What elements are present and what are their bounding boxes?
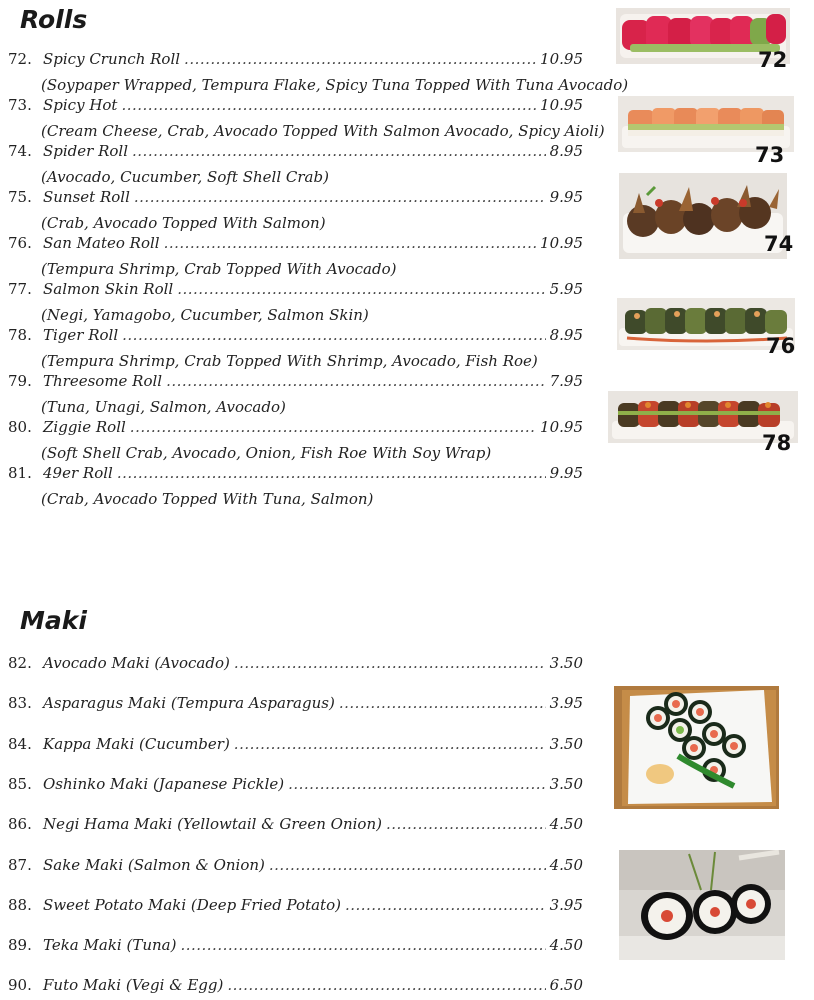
item-line <box>43 856 583 874</box>
item-line <box>43 654 583 672</box>
rolls-section-title: Rolls <box>20 5 88 34</box>
item-line <box>43 976 583 994</box>
item-number: 87. <box>8 855 32 874</box>
item-price: 8.95 <box>549 142 583 160</box>
item-name: Negi Hama Maki (Yellowtail & Green Onion) <box>43 815 382 834</box>
leader-dots <box>288 775 545 793</box>
leader-dots <box>345 896 546 914</box>
item-price: 9.95 <box>549 464 583 482</box>
item-line <box>43 234 583 252</box>
item-price: 3.50 <box>549 654 583 672</box>
menu-item <box>0 418 600 440</box>
leader-dots <box>121 96 536 114</box>
item-name: Futo Maki (Vegi & Egg) <box>43 976 224 995</box>
menu-item <box>0 896 600 918</box>
item-number: 83. <box>8 694 32 713</box>
item-number: 86. <box>8 815 32 834</box>
item-line <box>43 372 583 390</box>
item-line <box>43 418 583 436</box>
item-price: 6.50 <box>549 976 583 995</box>
leader-dots <box>177 280 545 298</box>
menu-item <box>0 735 600 757</box>
item-line <box>43 815 583 833</box>
item-price: 3.95 <box>549 895 583 914</box>
item-name: 49er Roll <box>43 464 113 482</box>
leader-dots <box>234 735 546 753</box>
roll-photo-74 <box>619 173 787 259</box>
menu-item <box>0 50 600 72</box>
item-name: Salmon Skin Roll <box>43 280 174 298</box>
item-number: 74. <box>8 142 32 160</box>
menu-item <box>0 326 600 348</box>
item-name: San Mateo Roll <box>43 234 160 252</box>
item-line <box>43 280 583 298</box>
item-name: Asparagus Maki (Tempura Asparagus) <box>43 694 335 713</box>
leader-dots <box>227 976 545 994</box>
item-price: 7.95 <box>549 372 583 390</box>
menu-item <box>0 96 600 118</box>
item-line <box>43 464 583 482</box>
item-description: (Crab, Avocado Topped With Salmon) <box>41 214 326 232</box>
item-description: (Soft Shell Crab, Avocado, Onion, Fish Roe With Soy Wrap) <box>41 444 492 462</box>
item-description: (Avocado, Cucumber, Soft Shell Crab) <box>41 168 329 186</box>
item-name: Ziggie Roll <box>43 418 126 436</box>
item-line <box>43 188 583 206</box>
item-price: 3.50 <box>549 734 583 753</box>
roll-photo-label-74: 74 <box>764 232 794 256</box>
item-description: (Soypaper Wrapped, Tempura Flake, Spicy Tuna Topped With Tuna Avocado) <box>41 76 629 94</box>
leader-dots <box>132 142 546 160</box>
item-price: 4.50 <box>549 936 583 955</box>
item-price: 10.95 <box>540 50 583 68</box>
item-price: 3.50 <box>549 774 583 793</box>
item-name: Oshinko Maki (Japanese Pickle) <box>43 774 285 793</box>
leader-dots <box>130 418 536 436</box>
leader-dots <box>164 234 536 252</box>
item-line <box>43 96 583 114</box>
menu-item <box>0 188 600 210</box>
item-name: Tiger Roll <box>43 326 119 344</box>
item-name: Kappa Maki (Cucumber) <box>43 734 230 753</box>
maki-photo-square-plate <box>614 686 779 809</box>
item-number: 79. <box>8 372 32 390</box>
item-line <box>43 50 583 68</box>
item-price: 9.95 <box>549 188 583 206</box>
item-line <box>43 896 583 914</box>
item-description: (Tuna, Unagi, Salmon, Avocado) <box>41 398 286 416</box>
menu-item <box>0 234 600 256</box>
item-name: Avocado Maki (Avocado) <box>43 654 230 672</box>
leader-dots <box>269 856 546 874</box>
item-number: 77. <box>8 280 32 298</box>
item-number: 88. <box>8 895 32 914</box>
item-number: 82. <box>8 654 32 672</box>
item-description: (Cream Cheese, Crab, Avocado Topped With Salmon Avocado, Spicy Aioli) <box>41 122 605 140</box>
menu-item <box>0 280 600 302</box>
item-number: 72. <box>8 50 32 68</box>
menu-item <box>0 464 600 486</box>
item-number: 90. <box>8 976 32 995</box>
menu-item <box>0 142 600 164</box>
item-number: 89. <box>8 936 32 955</box>
item-number: 84. <box>8 734 32 753</box>
item-description: (Tempura Shrimp, Crab Topped With Shrimp, Avocado, Fish Roe) <box>41 352 538 370</box>
leader-dots <box>234 654 546 672</box>
item-price: 3.95 <box>549 694 583 713</box>
item-price: 10.95 <box>540 234 583 252</box>
item-price: 5.95 <box>549 280 583 298</box>
item-line <box>43 735 583 753</box>
menu-item <box>0 694 600 716</box>
menu-item <box>0 654 600 676</box>
item-number: 76. <box>8 234 32 252</box>
item-line <box>43 326 583 344</box>
item-name: Spider Roll <box>43 142 129 160</box>
leader-dots <box>339 694 546 712</box>
leader-dots <box>117 464 546 482</box>
menu-item <box>0 775 600 797</box>
item-line <box>43 775 583 793</box>
item-description: (Negi, Yamagobo, Cucumber, Salmon Skin) <box>41 306 369 324</box>
maki-section-title: Maki <box>20 606 87 635</box>
item-price: 8.95 <box>549 326 583 344</box>
leader-dots <box>134 188 546 206</box>
roll-photo-label-73: 73 <box>755 143 785 167</box>
roll-photo-label-72: 72 <box>758 48 788 72</box>
item-line <box>43 694 583 712</box>
item-number: 75. <box>8 188 32 206</box>
item-number: 78. <box>8 326 32 344</box>
leader-dots <box>180 936 545 954</box>
item-name: Spicy Crunch Roll <box>43 50 181 68</box>
item-price: 4.50 <box>549 815 583 834</box>
item-number: 81. <box>8 464 32 482</box>
item-price: 10.95 <box>540 418 583 436</box>
item-name: Spicy Hot <box>43 96 118 114</box>
item-description: (Crab, Avocado Topped With Tuna, Salmon) <box>41 490 374 508</box>
item-name: Threesome Roll <box>43 372 163 390</box>
menu-item <box>0 815 600 837</box>
item-line <box>43 142 583 160</box>
roll-photo-label-78: 78 <box>762 431 792 455</box>
menu-item <box>0 372 600 394</box>
item-number: 80. <box>8 418 32 436</box>
item-name: Sunset Roll <box>43 188 130 206</box>
leader-dots <box>184 50 536 68</box>
leader-dots <box>122 326 545 344</box>
menu-item <box>0 976 600 998</box>
item-name: Sake Maki (Salmon & Onion) <box>43 855 265 874</box>
menu-item <box>0 856 600 878</box>
leader-dots <box>166 372 545 390</box>
item-price: 4.50 <box>549 855 583 874</box>
item-price: 10.95 <box>540 96 583 114</box>
item-number: 85. <box>8 774 32 793</box>
item-line <box>43 936 583 954</box>
roll-photo-label-76: 76 <box>766 334 796 358</box>
item-name: Teka Maki (Tuna) <box>43 936 177 955</box>
item-description: (Tempura Shrimp, Crab Topped With Avocado) <box>41 260 397 278</box>
maki-photo-rolls <box>619 850 785 960</box>
menu-item <box>0 936 600 958</box>
leader-dots <box>386 815 546 833</box>
item-name: Sweet Potato Maki (Deep Fried Potato) <box>43 895 341 914</box>
item-number: 73. <box>8 96 32 114</box>
